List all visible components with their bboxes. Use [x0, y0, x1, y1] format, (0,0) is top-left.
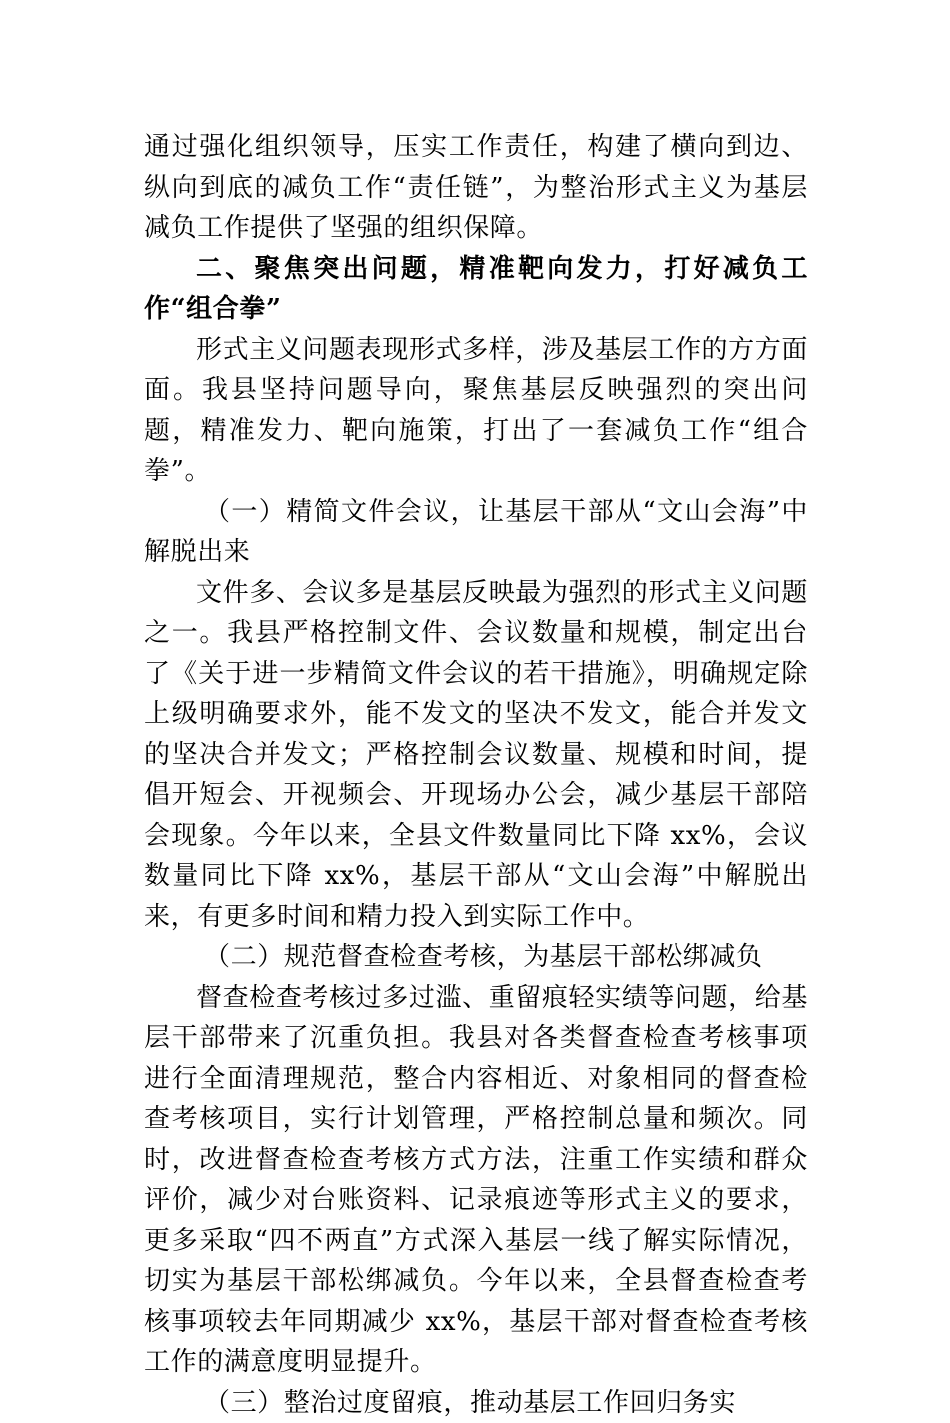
paragraph-intro-continuation: 通过强化组织领导，压实工作责任，构建了横向到边、纵向到底的减负工作“责任链”，为整治形式主义为基层减负工作提供了坚强的组织保障。: [144, 127, 808, 249]
paragraph-subheading-1-body: 文件多、会议多是基层反映最为强烈的形式主义问题之一。我县严格控制文件、会议数量和规模，制定出台了《关于进一步精简文件会议的若干措施》，明确规定除上级明确要求外，能不发文的坚决不发文，能合并发文的坚决合并发文；严格控制会议数量、规模和时间，提倡开短会、开视频会、开现场办公会，减少基层干部陪会现象。今年以来，全县文件数量同比下降 xx%，会议数量同比下降 xx%，基层干部从“文山会海”中解脱出来，有更多时间和精力投入到实际工作中。: [144, 573, 808, 938]
paragraph-subheading-2-body: 督查检查考核过多过滥、重留痕轻实绩等问题，给基层干部带来了沉重负担。我县对各类督查检查考核事项进行全面清理规范，整合内容相近、对象相同的督查检查考核项目，实行计划管理，严格控制总量和频次。同时，改进督查检查考核方式方法，注重工作实绩和群众评价，减少对台账资料、记录痕迹等形式主义的要求，更多采取“四不两直”方式深入基层一线了解实际情况，切实为基层干部松绑减负。今年以来，全县督查检查考核事项较去年同期减少 xx%，基层干部对督查检查考核工作的满意度明显提升。: [144, 978, 808, 1383]
subheading-2: （二）规范督查检查考核，为基层干部松绑减负: [144, 937, 808, 978]
section-heading-2: 二、聚焦突出问题，精准靶向发力，打好减负工作“组合拳”: [144, 249, 808, 330]
document-body: [144, 127, 808, 1423]
subheading-3: （三）整治过度留痕，推动基层工作回归务实: [144, 1383, 808, 1423]
paragraph-section-2-intro: 形式主义问题表现形式多样，涉及基层工作的方方面面。我县坚持问题导向，聚焦基层反映强烈的突出问题，精准发力、靶向施策，打出了一套减负工作“组合拳”。: [144, 330, 808, 492]
subheading-1: （一）精简文件会议，让基层干部从“文山会海”中解脱出来: [144, 492, 808, 573]
